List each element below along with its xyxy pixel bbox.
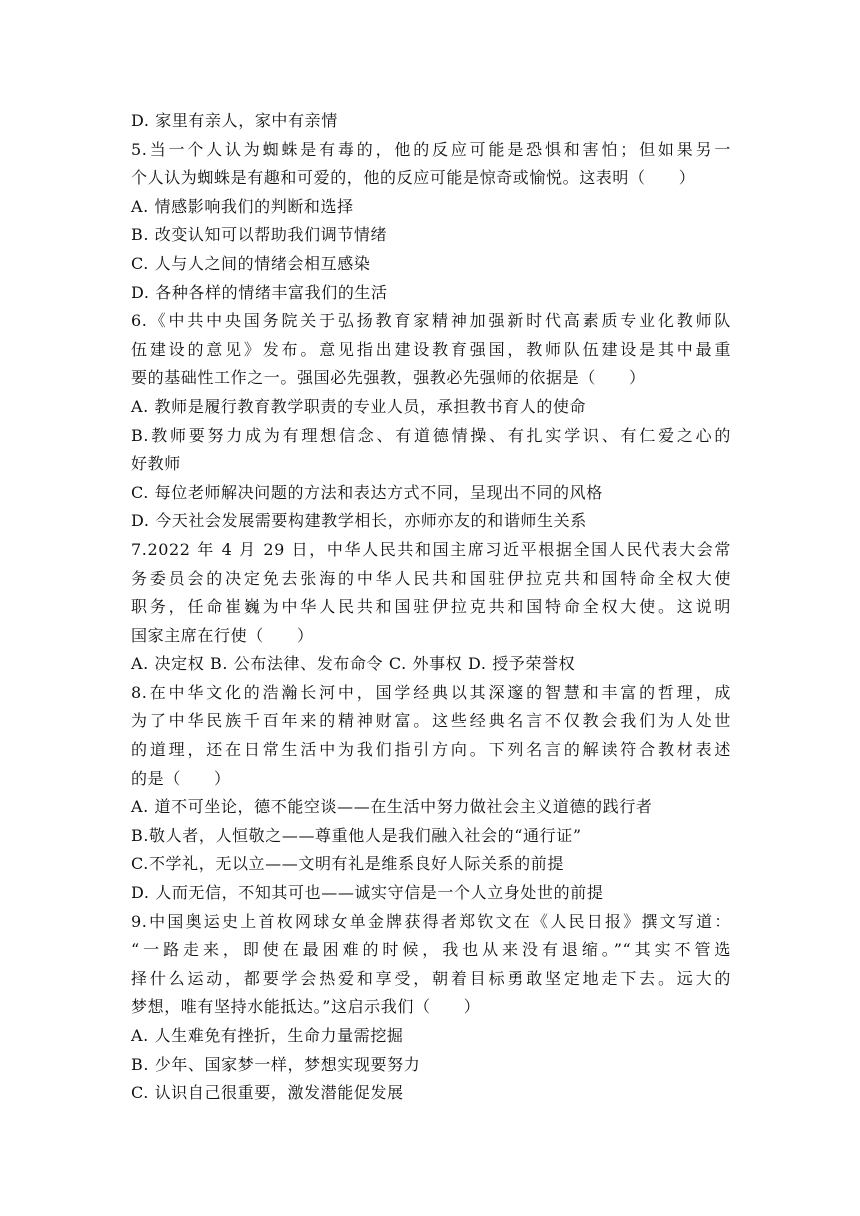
question-8-line-3: 的道理，还在日常生活中为我们指引方向。下列名言的解读符合教材表述 (131, 740, 731, 760)
question-7-line-1: 7.2022 年 4 月 29 日，中华人民共和国主席习近平根据全国人民代表大会常 (131, 539, 731, 559)
option-d-q8: D. 人而无信，不知其可也——诚实守信是一个人立身处世的前提 (131, 883, 604, 903)
option-b-q9: B. 少年、国家梦一样，梦想实现要努力 (131, 1054, 421, 1074)
question-8-line-2: 为了中华民族千百年来的精神财富。这些经典名言不仅教会我们为人处世 (131, 711, 731, 731)
option-a-q8: A. 道不可坐论，德不能空谈——在生活中努力做社会主义道德的践行者 (131, 797, 653, 817)
question-7-line-3: 职务，任命崔巍为中华人民共和国驻伊拉克共和国特命全权大使。这说明 (131, 597, 731, 617)
question-7-line-2: 务委员会的决定免去张海的中华人民共和国驻伊拉克共和国特命全权大使 (131, 568, 731, 588)
question-6-line-3: 要的基础性工作之一。强国必先强教，强教必先强师的依据是（ ） (131, 368, 646, 388)
option-b-q6-line-2: 好教师 (131, 454, 181, 474)
option-c-q5: C. 人与人之间的情绪会相互感染 (131, 253, 371, 273)
document-body (131, 107, 731, 1108)
question-5-line-1: 5.当一个人认为蜘蛛是有毒的，他的反应可能是恐惧和害怕；但如果另一 (131, 139, 731, 159)
question-9-line-4: 梦想，唯有坚持水能抵达。”这启示我们（ ） (131, 997, 481, 1017)
options-q7: A. 决定权 B. 公布法律、发布命令 C. 外事权 D. 授予荣誉权 (131, 654, 576, 674)
option-a-q6: A. 教师是履行教育教学职责的专业人员，承担教书育人的使命 (131, 396, 587, 416)
option-d-q5: D. 各种各样的情绪丰富我们的生活 (131, 282, 388, 302)
question-7-line-4: 国家主席在行使（ ） (131, 625, 314, 645)
option-d-q6: D. 今天社会发展需要构建教学相长，亦师亦友的和谐师生关系 (131, 511, 587, 531)
question-5-line-2: 个人认为蜘蛛是有趣和可爱的，他的反应可能是惊奇或愉悦。这表明（ ） (131, 168, 696, 188)
question-6-line-1: 6.《中共中央国务院关于弘扬教育家精神加强新时代高素质专业化教师队 (131, 311, 731, 331)
option-c-q6: C. 每位老师解决问题的方法和表达方式不同，呈现出不同的风格 (131, 482, 603, 502)
option-b-q6-line-1: B.教师要努力成为有理想信念、有道德情操、有扎实学识、有仁爱之心的 (131, 425, 731, 445)
question-9-line-1: 9.中国奥运史上首枚网球女单金牌获得者郑钦文在《人民日报》撰文写道： (131, 911, 731, 931)
option-c-q8: C.不学礼，无以立——文明有礼是维系良好人际关系的前提 (131, 854, 564, 874)
question-6-line-2: 伍建设的意见》发布。意见指出建设教育强国，教师队伍建设是其中最重 (131, 339, 731, 359)
option-d-q4: D. 家里有亲人，家中有亲情 (131, 111, 338, 130)
question-8-line-1: 8.在中华文化的浩瀚长河中，国学经典以其深邃的智慧和丰富的哲理，成 (131, 682, 731, 702)
option-c-q9: C. 认识自己很重要，激发潜能促发展 (131, 1083, 404, 1103)
option-b-q5: B. 改变认知可以帮助我们调节情绪 (131, 225, 388, 245)
question-9-line-3: 择什么运动，都要学会热爱和享受，朝着目标勇敢坚定地走下去。远大的 (131, 968, 731, 988)
question-8-line-4: 的是（ ） (131, 768, 231, 788)
option-b-q8: B.敬人者，人恒敬之——尊重他人是我们融入社会的“通行证” (131, 825, 582, 845)
option-a-q9: A. 人生难免有挫折，生命力量需挖掘 (131, 1026, 404, 1045)
option-a-q5: A. 情感影响我们的判断和选择 (131, 196, 354, 216)
question-9-line-2: “一路走来，即使在最困难的时候，我也从来没有退缩。”“其实不管选 (131, 940, 731, 960)
